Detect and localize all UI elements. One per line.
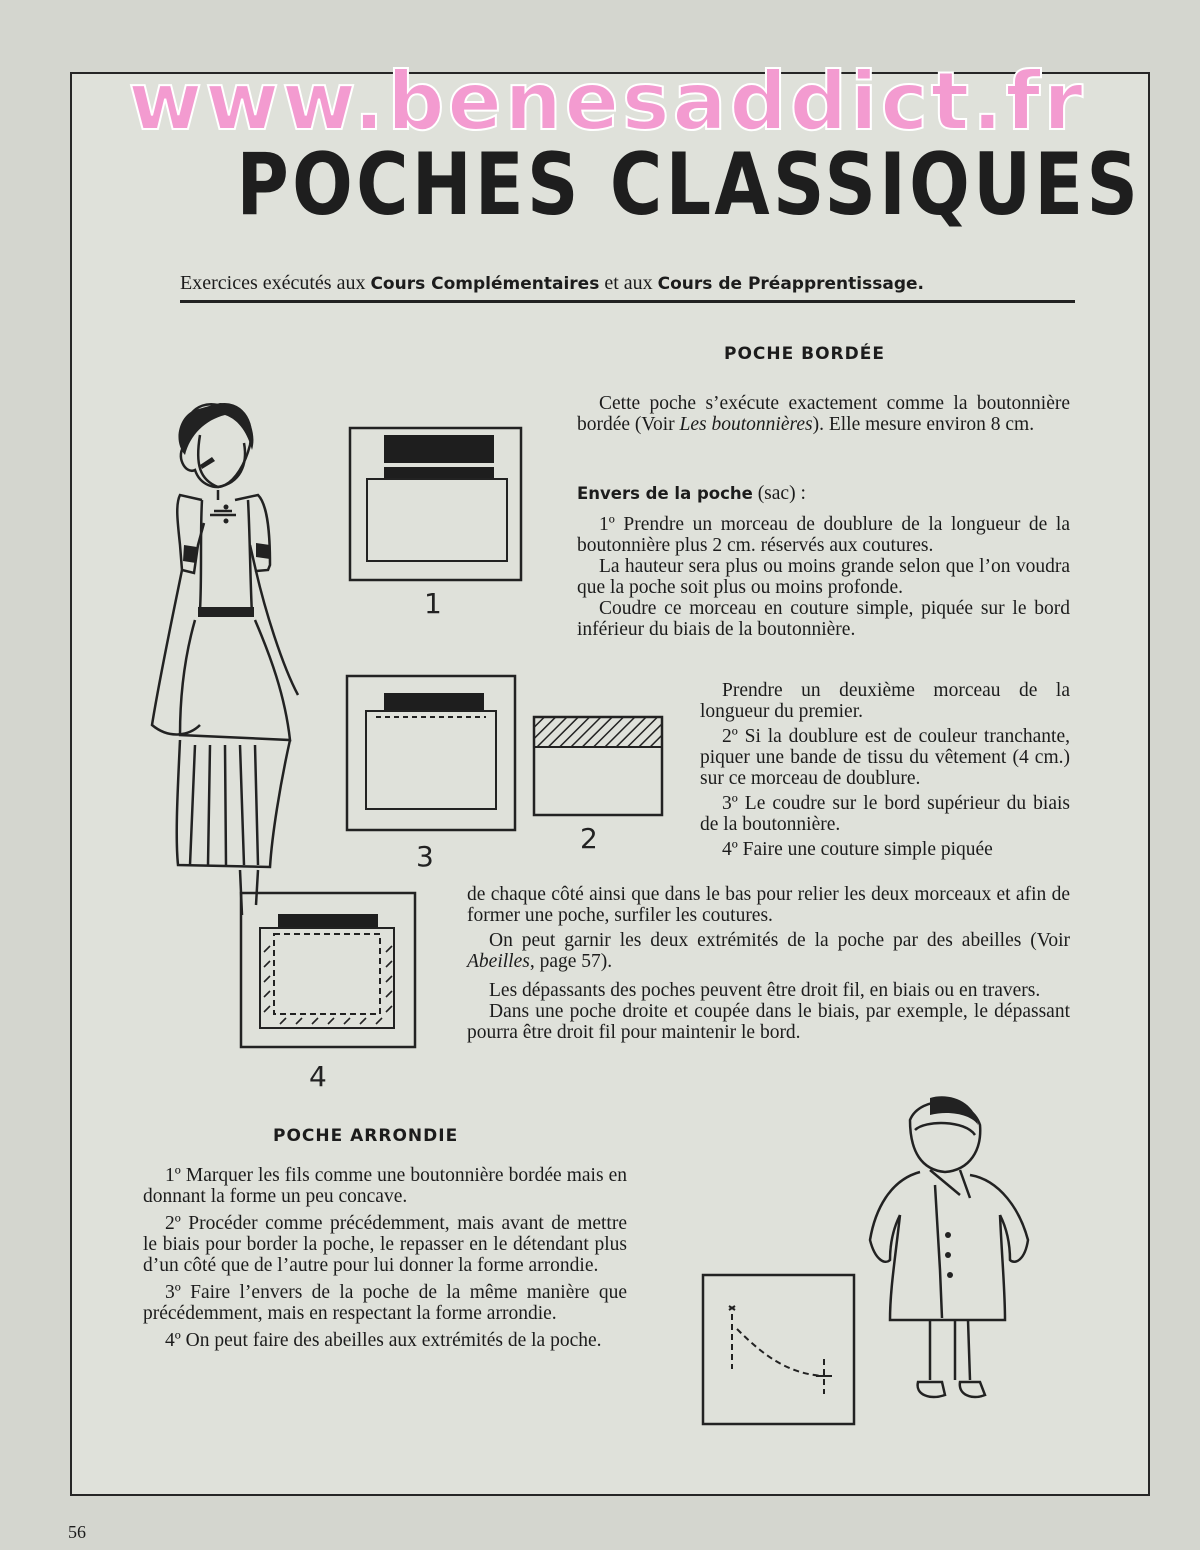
figure-4-number: 4 xyxy=(309,1060,327,1093)
intro-text-1: Cette poche s’exécute exactement comme la boutonnière bordée (Voir xyxy=(577,393,1070,435)
figure-1-number: 1 xyxy=(424,587,442,620)
step-1: 1º Prendre un morceau de doublure de la longueur de la boutonnière plus 2 cm. réservés aux coutures. xyxy=(577,514,1070,556)
intro-emphasis: Les boutonnières xyxy=(679,414,813,435)
arrondie-step-2: 2º Procéder comme précédemment, mais avant de mettre le biais pour border la poche, le repasser en le détendant plus d’un côté que de l’autre pour lui donner la forme arrondie. xyxy=(143,1213,627,1276)
step-3: 3º Le coudre sur le bord supérieur du biais de la boutonnière. xyxy=(700,793,1070,835)
step-1-second: Prendre un deuxième morceau de la longueur du premier. xyxy=(700,680,1070,722)
poche-bordee-intro xyxy=(577,393,1070,435)
child-illustration xyxy=(860,1090,1040,1420)
watermark: www.benesaddict.fr xyxy=(128,55,1086,148)
depassants-example: Dans une poche droite et coupée dans le biais, par exemple, le dépassant pourra être droit fil pour maintenir le bord. xyxy=(467,1001,1070,1043)
figure-3-number: 3 xyxy=(416,840,434,873)
page-number: 56 xyxy=(68,1522,86,1542)
poche-bordee-steps xyxy=(577,483,1070,640)
abeilles-text-2: , page 57). xyxy=(529,951,613,972)
step-1-height: La hauteur sera plus ou moins grande selon que l’on voudra que la poche soit plus ou moins profonde. xyxy=(577,556,1070,598)
figure-2-number: 2 xyxy=(580,822,598,855)
poche-bordee-heading: POCHE BORDÉE xyxy=(724,344,885,364)
subtitle-bold-2: Cours de Préapprentissage. xyxy=(657,274,924,294)
step-1-sew: Coudre ce morceau en couture simple, piquée sur le bord inférieur du biais de la boutonnière. xyxy=(577,598,1070,640)
subtitle xyxy=(180,272,1075,303)
step-4-cont: de chaque côté ainsi que dans le bas pour relier les deux morceaux et afin de former une poche, surfiler les coutures. xyxy=(467,884,1070,926)
arrondie-step-3: 3º Faire l’envers de la poche de la même manière que précédemment, mais en respectant la forme arrondie. xyxy=(143,1282,627,1324)
arrondie-step-4: 4º On peut faire des abeilles aux extrémités de la poche. xyxy=(165,1330,602,1351)
subtitle-text-1: Exercices exécutés aux xyxy=(180,272,371,294)
figure-1-diagram xyxy=(349,427,522,581)
woman-illustration xyxy=(140,395,340,955)
depassants: Les dépassants des poches peuvent être droit fil, en biais ou en travers. xyxy=(489,980,1041,1001)
abeilles-text-1: On peut garnir les deux extrémités de la poche par des abeilles (Voir xyxy=(489,930,1070,951)
abeilles-emphasis: Abeilles xyxy=(467,951,530,972)
poche-arrondie-heading: POCHE ARRONDIE xyxy=(273,1126,459,1146)
figure-4-diagram xyxy=(240,892,416,1048)
arrondie-step-1: 1º Marquer les fils comme une boutonnière bordée mais en donnant la forme un peu concave. xyxy=(143,1165,627,1207)
intro-text-2: ). Elle mesure environ 8 cm. xyxy=(812,414,1035,435)
page-title: POCHES CLASSIQUES xyxy=(236,135,1142,235)
rounded-pocket-diagram xyxy=(702,1274,855,1425)
step-2: 2º Si la doublure est de couleur tranchante, piquer une bande de tissu du vêtement (4 cm.) sur ce morceau de doublure. xyxy=(700,726,1070,789)
figure-2-diagram xyxy=(533,716,663,816)
figure-3-diagram xyxy=(346,675,516,831)
poche-arrondie-steps xyxy=(143,1165,627,1351)
envers-heading: Envers de la poche xyxy=(577,484,753,503)
step-4: 4º Faire une couture simple piquée xyxy=(722,839,993,860)
envers-heading-tail: (sac) : xyxy=(752,483,806,504)
subtitle-text-2: et aux xyxy=(599,272,658,294)
poche-bordee-steps-narrow xyxy=(700,680,1070,860)
subtitle-bold-1: Cours Complémentaires xyxy=(370,274,600,294)
poche-bordee-steps-wide xyxy=(467,884,1070,1043)
